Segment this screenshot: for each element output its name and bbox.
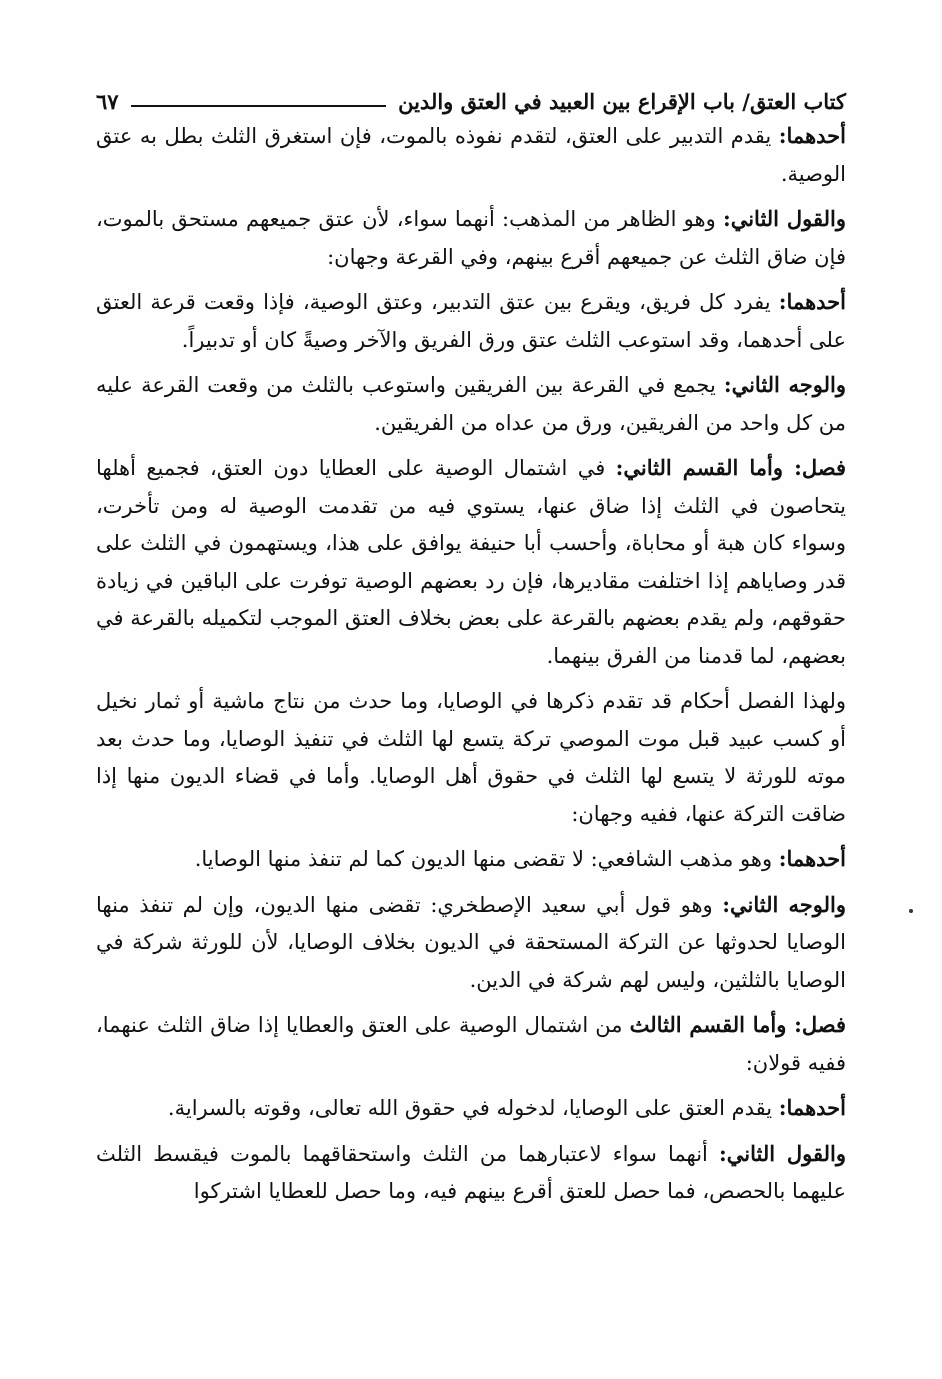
paragraph-5 [96, 449, 846, 675]
paragraph-text: يقدم التدبير على العتق، لتقدم نفوذه بالموت، فإن استغرق الثلث بطل به عتق الوصية. [96, 124, 846, 186]
paragraph-text: من اشتمال الوصية على العتق والعطايا إذا ضاق الثلث عنهما، ففيه قولان: [96, 1013, 846, 1075]
paragraph-text: وهو قول أبي سعيد الإصطخري: تقضى منها الديون، وإن لم تنفذ منها الوصايا لحدوثها عن التركة المستحقة في الديون بخلاف الوصايا، لأن للورثة شركة في الوصايا بالثلثين، وليس لهم شركة في الدين. [96, 892, 846, 992]
paragraph-lead: والقول الثاني: [722, 206, 846, 231]
text-body [96, 117, 846, 1218]
paragraph-lead: أحدهما: [778, 289, 846, 314]
chapter-title: كتاب العتق/ باب الإقراع بين العبيد في العتق والدين [398, 89, 846, 114]
paragraph-lead: والوجه الثاني: [723, 372, 846, 397]
paragraph-lead: فصل: وأما القسم الثالث [629, 1012, 847, 1037]
paragraph-8 [96, 886, 846, 1000]
paragraph-text: وهو مذهب الشافعي: لا تقضى منها الديون كما لم تنفذ منها الوصايا. [194, 847, 779, 871]
paragraph-9 [96, 1006, 846, 1082]
paragraph-text: وهو الظاهر من المذهب: أنهما سواء، لأن عتق جميعهم مستحق بالموت، فإن ضاق الثلث عن جميعهم أقرع بينهم، وفي القرعة وجهان: [96, 207, 846, 269]
paragraph-text: أنهما سواء لاعتبارهما من الثلث واستحقاقهما بالموت فيقسط الثلث عليهما بالحصص، فما حصل للعتق أقرع بينهم فيه، وما حصل للعطايا اشتركوا [96, 1141, 846, 1203]
running-header [96, 84, 846, 114]
paragraph-text: في اشتمال الوصية على العطايا دون العتق، فجميع أهلها يتحاصون في الثلث إذا ضاق عنها، يستوي فيه من تقدمت الوصية له ومن تأخرت، وسواء كان هبة أو محاباة، وأحسب أبا حنيفة يوافق على هذا، ويستهمون في الثلث على قدر وصاياهم إذا اختلفت مقاديرها، فإن رد بعضهم الوصية توفرت على الباقين في زيادة حقوقهم، ولم يقدم بعضهم بالقرعة على بعض بخلاف العتق الموجب لتكميله بالقرعة في بعضهم، لما قدمنا من الفرق بينهما. [96, 456, 846, 668]
paragraph-1 [96, 117, 846, 193]
margin-speck [909, 909, 913, 913]
paragraph-10 [96, 1089, 846, 1128]
paragraph-6 [96, 682, 846, 833]
paragraph-lead: أحدهما: [778, 846, 846, 871]
paragraph-11 [96, 1135, 846, 1211]
paragraph-lead: أحدهما: [778, 123, 846, 148]
paragraph-7 [96, 840, 846, 879]
page-number: ٦٧ [96, 89, 119, 114]
paragraph-2 [96, 200, 846, 276]
paragraph-lead: والقول الثاني: [719, 1140, 847, 1166]
paragraph-4 [96, 366, 846, 442]
paragraph-lead: فصل: وأما القسم الثاني: [615, 455, 846, 480]
paragraph-text: يفرد كل فريق، ويقرع بين عتق التدبير، وعتق الوصية، فإذا وقعت قرعة العتق على أحدهما، وقد استوعب الثلث عتق ورق الفريق والآخر وصيةً كان أو تدبيراً. [96, 290, 846, 352]
header-rule [131, 105, 387, 107]
paragraph-text: يقدم العتق على الوصايا، لدخوله في حقوق الله تعالى، وقوته بالسراية. [167, 1096, 779, 1120]
paragraph-text: ولهذا الفصل أحكام قد تقدم ذكرها في الوصايا، وما حدث من نتاج ماشية أو ثمار نخيل أو كسب عبيد قبل موت الموصي تركة يتسع لها الثلث في تنفيذ الوصايا، وما حدث بعد موته للورثة لا يتسع لها الثلث في حقوق أهل الوصايا. وأما في قضاء الديون منها إذا ضاقت التركة عنها، ففيه وجهان: [96, 689, 846, 826]
paragraph-text: يجمع في القرعة بين الفريقين واستوعب بالثلث من وقعت القرعة عليه من كل واحد من الفريقين، ورق من عداه من الفريقين. [96, 373, 846, 435]
paragraph-lead: والوجه الثاني: [722, 891, 846, 917]
paragraph-3 [96, 283, 846, 359]
paragraph-lead: أحدهما: [778, 1095, 846, 1120]
